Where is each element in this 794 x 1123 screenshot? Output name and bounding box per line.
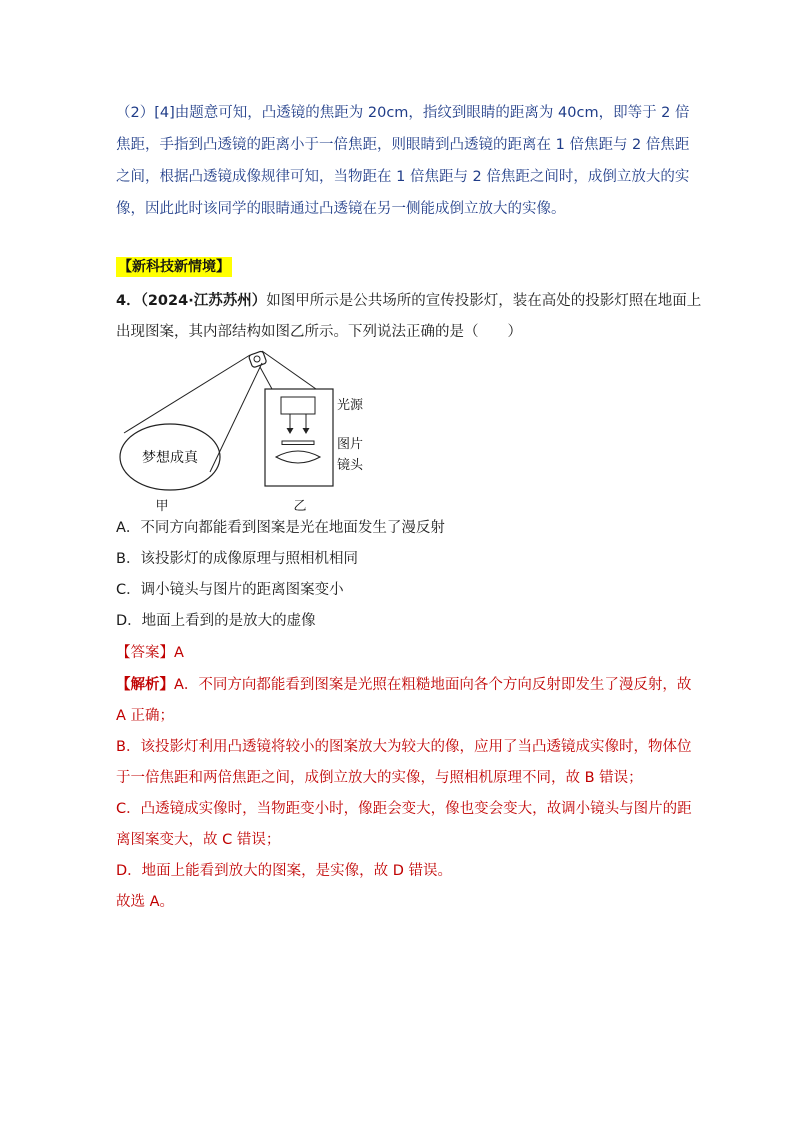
question-stem-line1 bbox=[116, 290, 701, 312]
option-c: C．调小镜头与图片的距离图案变小 bbox=[116, 582, 344, 598]
analysis-text-1: A．不同方向都能看到图案是光照在粗糙地面向各个方向反射即发生了漫反射，故 bbox=[174, 677, 692, 693]
projector-housing bbox=[265, 389, 333, 486]
label-jia: 甲 bbox=[155, 499, 169, 514]
zoom-line-top bbox=[262, 351, 316, 389]
label-picture: 图片 bbox=[337, 437, 364, 452]
analysis-line7: D．地面上能看到放大的图案，是实像，故 D 错误。 bbox=[116, 863, 453, 879]
arrowhead-right bbox=[303, 428, 310, 434]
part2-explanation: （2）[4]由题意可知，凸透镜的焦距为 20cm，指纹到眼睛的距离为 40cm，即等于 2 倍焦距，手指到凸透镜的距离小于一倍焦距，则眼睛到凸透镜的距离在 1 倍焦距与 2 倍焦距之间，根据凸透镜成像规律可知，当物距在 1 倍焦距与 2 倍焦距之间时，成倒立放大的实像，因此此时该同学的眼睛通过凸透镜在另一侧能成倒立放大的实像。 bbox=[116, 105, 690, 217]
option-d: D．地面上看到的是放大的虚像 bbox=[116, 613, 316, 629]
analysis-line2: A 正确； bbox=[116, 708, 175, 724]
question-stem-text: 如图甲所示是公共场所的宣传投影灯，装在高处的投影灯照在地面上 bbox=[266, 293, 702, 309]
pattern-text: 梦想成真 bbox=[142, 450, 198, 466]
analysis-line6: 离图案变大，故 C 错误； bbox=[116, 832, 281, 848]
question-stem-line2: 出现图案，其内部结构如图乙所示。下列说法正确的是（ ） bbox=[116, 324, 522, 340]
projector-lamp bbox=[248, 351, 267, 368]
label-lens: 镜头 bbox=[337, 458, 364, 473]
analysis-conclusion: 故选 A。 bbox=[116, 894, 175, 910]
question-source: （2024·江苏苏州） bbox=[140, 293, 267, 309]
answer-value: A bbox=[174, 645, 184, 661]
label-yi: 乙 bbox=[293, 499, 307, 514]
picture-slide bbox=[282, 441, 314, 445]
lens-shape bbox=[276, 451, 320, 463]
answer-label: 【答案】 bbox=[116, 645, 174, 661]
label-light-source: 光源 bbox=[337, 398, 364, 413]
lamp-lens-circle bbox=[254, 356, 260, 362]
projector-figure bbox=[110, 345, 380, 515]
analysis-line5: C．凸透镜成实像时，当物距变小时，像距会变大，像也变会变大，故调小镜头与图片的距 bbox=[116, 801, 692, 817]
cone-edge-right bbox=[210, 363, 262, 472]
zoom-line-bottom bbox=[260, 367, 272, 389]
analysis-label: 【解析】 bbox=[116, 677, 174, 693]
question-number: 4． bbox=[116, 293, 141, 309]
analysis-line1 bbox=[116, 674, 691, 696]
projector-diagram bbox=[110, 345, 380, 515]
option-a: A．不同方向都能看到图案是光在地面发生了漫反射 bbox=[116, 520, 445, 536]
cone-edge-left bbox=[124, 355, 250, 433]
analysis-line4: 于一倍焦距和两倍焦距之间，成倒立放大的实像，与照相机原理不同，故 B 错误； bbox=[116, 770, 643, 786]
option-b: B．该投影灯的成像原理与照相机相同 bbox=[116, 551, 358, 567]
section-tag: 【新科技新情境】 bbox=[118, 259, 230, 275]
light-source-box bbox=[281, 397, 315, 414]
arrowhead-left bbox=[287, 428, 294, 434]
analysis-line3: B．该投影灯利用凸透镜将较小的图案放大为较大的像，应用了当凸透镜成实像时，物体位 bbox=[116, 739, 692, 755]
answer-line bbox=[116, 642, 184, 664]
